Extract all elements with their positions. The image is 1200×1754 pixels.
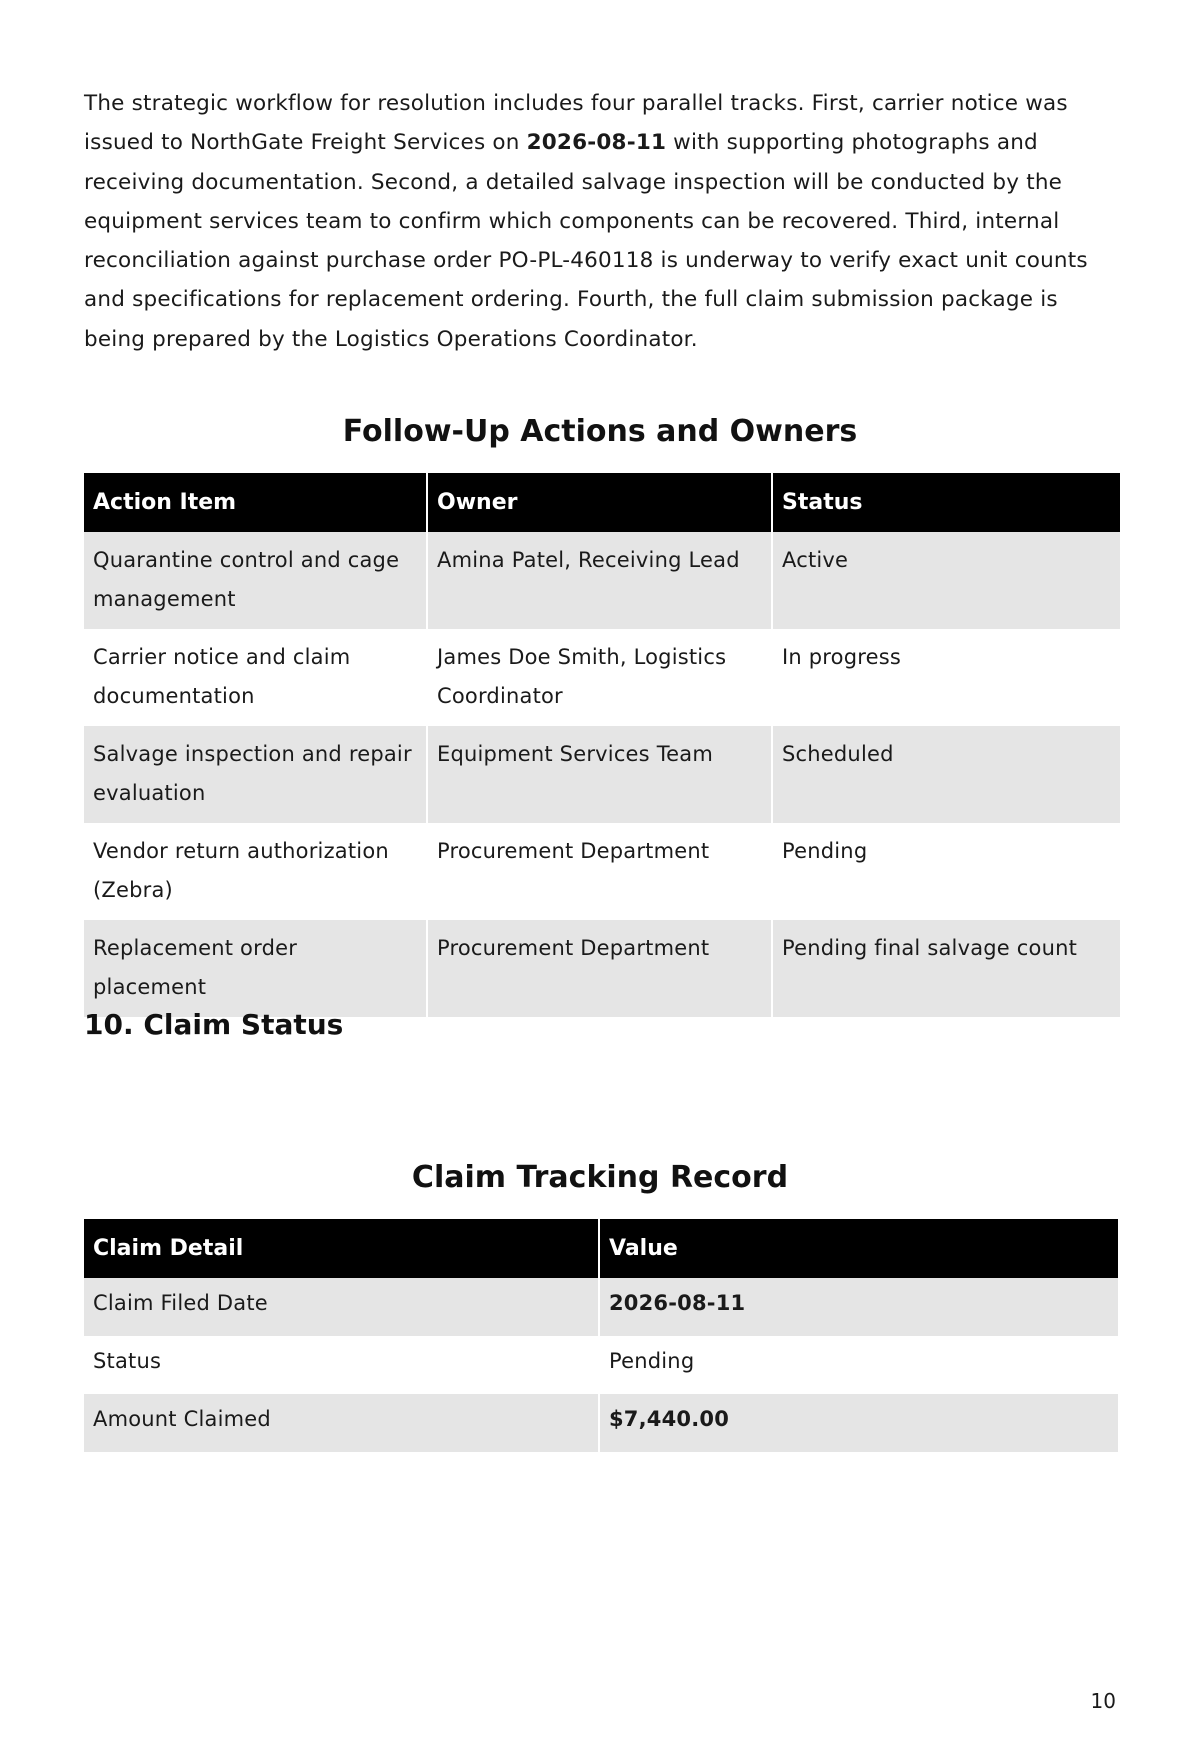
claim-header-detail: Claim Detail [84,1219,598,1278]
owner-cell: Procurement Department [428,823,771,920]
claim-tracking-table [82,1219,1120,1452]
action-item-cell: Vendor return authorization (Zebra) [84,823,426,920]
action-item-cell: Carrier notice and claim documentation [84,629,426,726]
actions-table-title: Follow-Up Actions and Owners [342,414,858,449]
claim-table-title: Claim Tracking Record [411,1160,789,1195]
status-cell: Scheduled [773,726,1120,823]
table-row [84,532,1120,629]
status-cell: In progress [773,629,1120,726]
owner-cell: Procurement Department [428,920,771,1017]
status-cell: Pending [773,823,1120,920]
table-row [84,823,1120,920]
owner-cell: Amina Patel, Receiving Lead [428,532,771,629]
status-cell: Pending final salvage count [773,920,1120,1017]
action-item-cell: Replacement order placement [84,920,426,1017]
table-row [84,726,1120,823]
table-row [84,1394,1118,1452]
table-row [84,629,1120,726]
claim-table-header-row [84,1219,1118,1278]
table-row [84,920,1120,1017]
claim-detail-cell: Status [84,1336,598,1394]
actions-table-header-row [84,473,1120,532]
section-heading-claim-status: 10. Claim Status [84,1008,344,1041]
owner-cell: Equipment Services Team [428,726,771,823]
action-item-cell: Quarantine control and cage management [84,532,426,629]
claim-detail-cell: Amount Claimed [84,1394,598,1452]
intro-date: 2026-08-11 [526,130,667,156]
owner-cell: James Doe Smith, Logistics Coordinator [428,629,771,726]
page-number: 10 [1090,1689,1116,1713]
actions-table [82,473,1122,1017]
table-row [84,1278,1118,1336]
claim-value-cell: 2026-08-11 [600,1278,1118,1336]
claim-detail-cell: Claim Filed Date [84,1278,598,1336]
actions-header-status: Status [773,473,1120,532]
claim-header-value: Value [600,1219,1118,1278]
intro-paragraph [84,84,1116,359]
claim-value-cell: Pending [600,1336,1118,1394]
intro-text-after: with supporting photographs and receiving documentation. Second, a detailed salvage inspection will be conducted by the equipment services team to confirm which components can be recovered. Third, internal reconciliation against purchase order PO-PL-460118 is underway to verify exact unit counts and specifications for replacement ordering. Fourth, the full claim submission package is being prepared by the Logistics Operations Coordinator. [84,130,1088,352]
table-row [84,1336,1118,1394]
actions-header-action-item: Action Item [84,473,426,532]
status-cell: Active [773,532,1120,629]
action-item-cell: Salvage inspection and repair evaluation [84,726,426,823]
claim-value-cell: $7,440.00 [600,1394,1118,1452]
actions-header-owner: Owner [428,473,771,532]
intro-text-before: The strategic workflow for resolution includes four parallel tracks. First, carrier notice was issued to NorthGate Freight Services on [84,91,1068,156]
